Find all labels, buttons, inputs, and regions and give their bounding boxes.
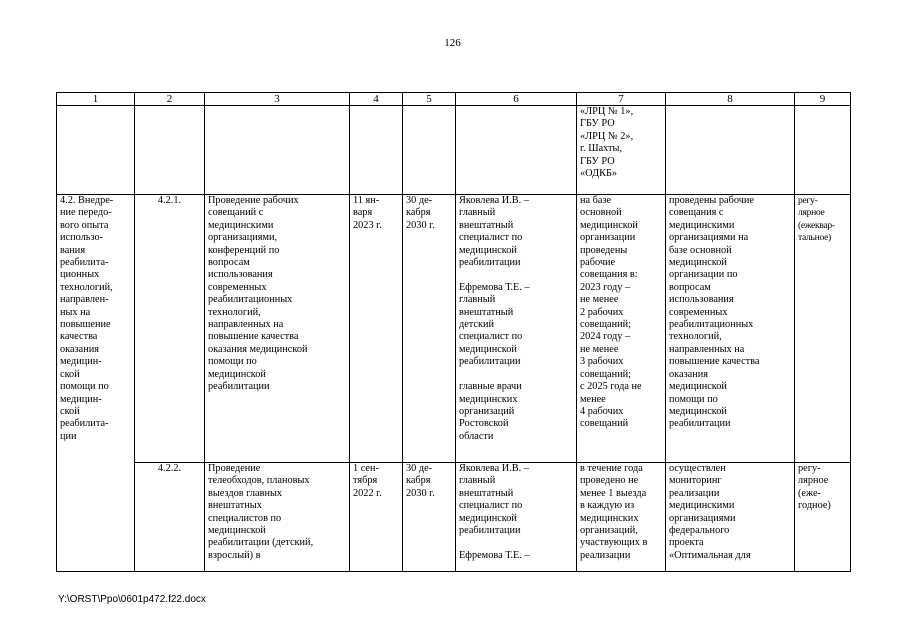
document-table: [56, 92, 851, 572]
start-date-cell: 11 ян- варя 2023 г.: [350, 195, 403, 463]
empty-cell: [350, 106, 403, 195]
empty-cell: [205, 106, 350, 195]
empty-cell: [795, 106, 851, 195]
indicator-cell: «ЛРЦ № 1», ГБУ РО «ЛРЦ № 2», г. Шахты, ГБУ РО «ОДКБ»: [577, 106, 666, 195]
empty-cell: [57, 106, 135, 195]
column-number: 4: [350, 93, 403, 106]
end-date-cell: 30 де- кабря 2030 г.: [403, 463, 456, 572]
column-number: 2: [135, 93, 205, 106]
empty-cell: [403, 106, 456, 195]
continuation-row: [57, 106, 851, 195]
column-number: 8: [666, 93, 795, 106]
start-date-cell: 1 сен- тября 2022 г.: [350, 463, 403, 572]
periodicity-cell: регу- лярное (ежеквар- тальное): [795, 195, 851, 463]
empty-cell: [135, 106, 205, 195]
column-number: 5: [403, 93, 456, 106]
empty-cell: [666, 106, 795, 195]
table-header-row: [57, 93, 851, 106]
indicator-cell: в течение года проведено не менее 1 выезда в каждую из медицинских организаций, участвующих в реализации: [577, 463, 666, 572]
column-number: 1: [57, 93, 135, 106]
page-number: 126: [444, 37, 461, 49]
column-number: 9: [795, 93, 851, 106]
indicator-cell: на базе основной медицинской организации проведены рабочие совещания в: 2023 году – не менее 2 рабочих совещаний; 2024 году – не менее 3 рабочих совещаний; с 2025 года не менее 4 рабочих совещаний: [577, 195, 666, 463]
column-number: 6: [456, 93, 577, 106]
result-cell: проведены рабочие совещания с медицинскими организациями на базе основной медицинской организации по вопросам использования современных реабилитационных технологий, направленных на повышение качества оказания медицинской помощи по медицинской реабилитации: [666, 195, 795, 463]
item-number-cell: 4.2.1.: [135, 195, 205, 463]
table-row: [57, 195, 851, 463]
event-cell: Проведение телеобходов, плановых выездов главных внештатных специалистов по медицинской реабилитации (детский, взрослый) в: [205, 463, 350, 572]
footer-file-path: Y:\ORST\Ppo\0601p472.f22.docx: [58, 594, 206, 605]
column-number: 7: [577, 93, 666, 106]
periodicity-cell: регу- лярное (еже- годное): [795, 463, 851, 572]
empty-cell: [456, 106, 577, 195]
item-number-cell: 4.2.2.: [135, 463, 205, 572]
responsible-cell: Яковлева И.В. – главный внештатный специалист по медицинской реабилитации Ефремова Т.Е. –: [456, 463, 577, 572]
column-number: 3: [205, 93, 350, 106]
event-cell: Проведение рабочих совещаний с медицинскими организациями, конференций по вопросам использования современных реабилитационных технологий, направленных на повышение качества оказания медицинской помощи по медицинской реабилитации: [205, 195, 350, 463]
end-date-cell: 30 де- кабря 2030 г.: [403, 195, 456, 463]
result-cell: осуществлен мониторинг реализации медицинскими организациями федерального проекта «Оптимальная для: [666, 463, 795, 572]
table-row: [57, 463, 851, 572]
responsible-cell: Яковлева И.В. – главный внештатный специалист по медицинской реабилитации Ефремова Т.Е. – главный внештатный детский специалист по медицинской реабилитации главные врачи медицинских организаций Ростовской области: [456, 195, 577, 463]
section-label-cell: 4.2. Внедре- ние передо- вого опыта использо- вания реабилита- ционных технологий, направлен- ных на повышение качества оказания медицин- ской помощи по медицин- ской реабилита- ции: [57, 195, 135, 572]
